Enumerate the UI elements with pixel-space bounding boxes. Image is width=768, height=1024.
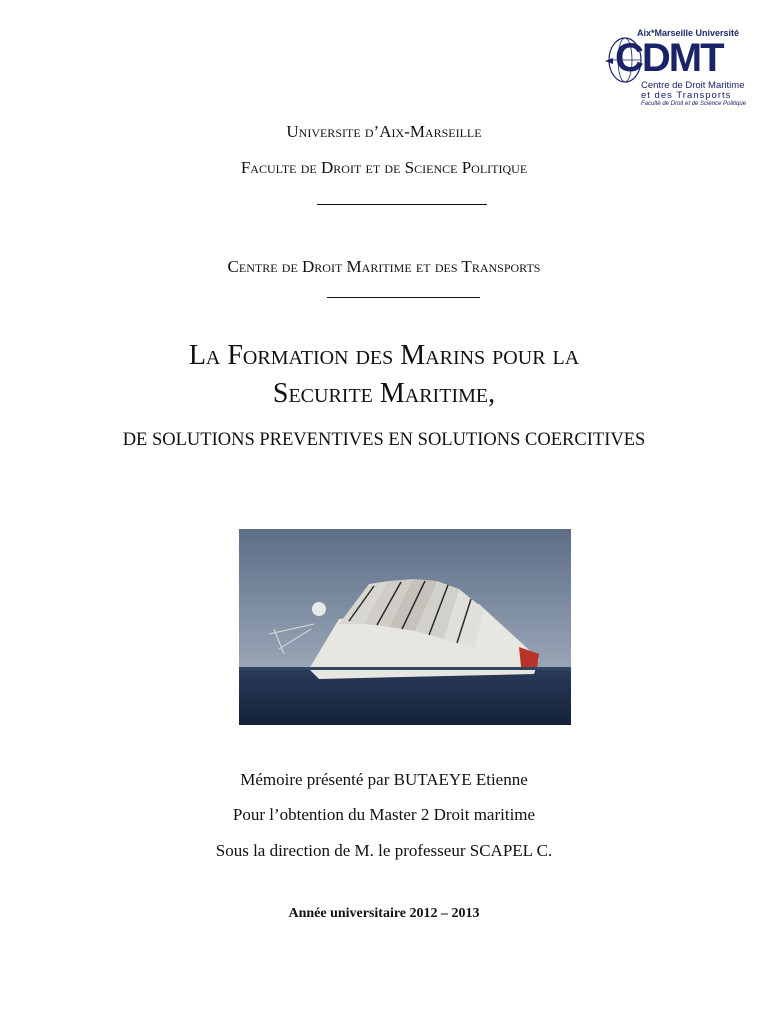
divider-1 — [317, 204, 487, 205]
university-name: Universite d’Aix-Marseille — [286, 122, 482, 141]
academic-year: Année universitaire 2012 – 2013 — [288, 906, 480, 921]
centre-name: Centre de Droit Maritime et des Transports — [227, 257, 541, 276]
capsized-ship-photo — [239, 529, 571, 725]
title-line-2: Securite Maritime, — [272, 378, 496, 409]
title-line-1: La Formation des Marins pour la — [188, 340, 580, 371]
logo-acronym: CDMT — [615, 36, 723, 80]
cdmt-logo — [603, 26, 745, 112]
subtitle: DE SOLUTIONS PREVENTIVES EN SOLUTIONS COERCITIVES — [122, 430, 646, 450]
logo-university: Aix*Marseille Université — [637, 28, 740, 38]
logo-line3: Faculté de Droit et de Science Politique — [641, 101, 747, 107]
logo-line1: Centre de Droit Maritime — [641, 80, 745, 91]
faculty-name: Faculte de Droit et de Science Politique — [240, 158, 528, 177]
author-line: Mémoire présenté par BUTAEYE Etienne — [240, 770, 528, 789]
degree-line: Pour l’obtention du Master 2 Droit maritime — [232, 805, 536, 824]
director-line: Sous la direction de M. le professeur SCAPEL C. — [215, 841, 553, 860]
divider-2 — [327, 297, 480, 298]
logo-line2: et des Transports — [641, 90, 732, 101]
